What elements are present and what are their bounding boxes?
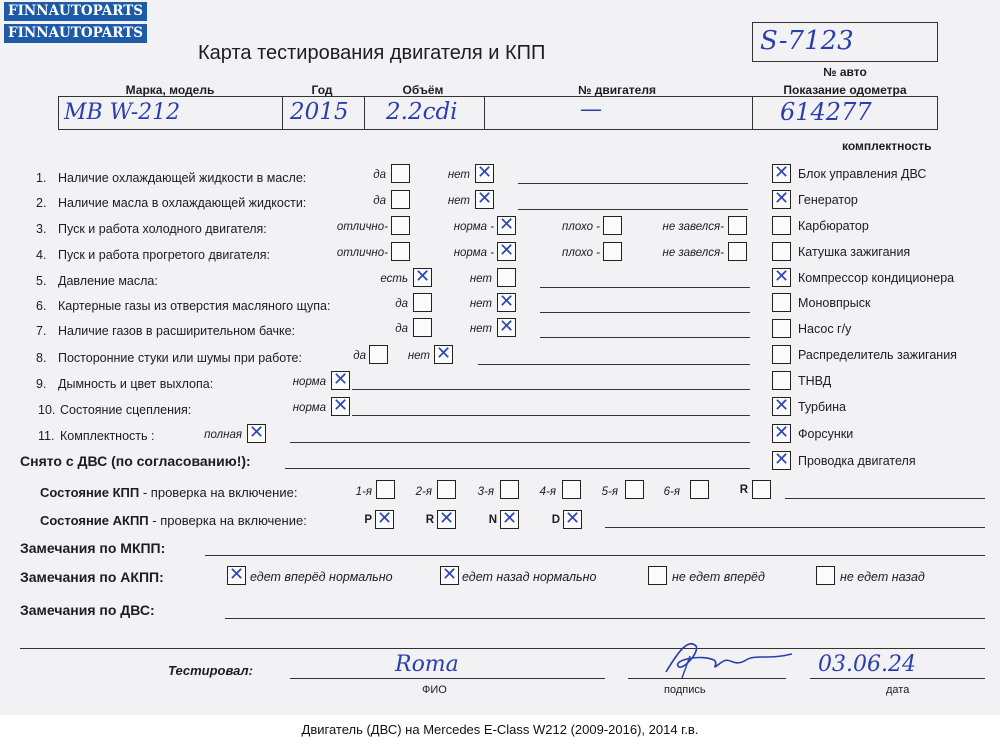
watermark-bottom: FINNAUTOPARTS (4, 24, 147, 43)
q2-text: Наличие масла в охлаждающей жидкости: (58, 196, 307, 210)
q6-text: Картерные газы из отверстия масляного щупа: (58, 299, 331, 313)
kpp-gear-4-checkbox[interactable] (562, 480, 581, 499)
akpp-no-reverse-label: не едет назад (840, 570, 925, 584)
kpp-gear-1-checkbox[interactable] (376, 480, 395, 499)
signature-label: подпись (664, 684, 706, 696)
q1-no-label: нет (447, 169, 470, 181)
akpp-p-label: P (364, 514, 372, 526)
set-checkbox-2[interactable] (772, 190, 791, 209)
akpp-n-label: N (488, 514, 497, 526)
set-checkbox-8[interactable] (772, 345, 791, 364)
q7-comment-line (540, 337, 750, 338)
q3-normal-label: норма - (453, 221, 494, 233)
set-checkbox-9[interactable] (772, 371, 791, 390)
q11-text: Комплектность : (60, 429, 155, 443)
q4-bad-checkbox[interactable] (603, 242, 622, 261)
q5-no-checkbox[interactable] (497, 268, 516, 287)
kpp-gear-3-checkbox[interactable] (500, 480, 519, 499)
set-checkbox-5[interactable] (772, 268, 791, 287)
q10-normal-label: норма (292, 402, 326, 414)
set-checkbox-10[interactable] (772, 397, 791, 416)
q2-number: 2. (36, 196, 47, 210)
q4-text: Пуск и работа прогретого двигателя: (58, 248, 270, 262)
auto-number-value: S-7123 (760, 26, 854, 56)
q9-number: 9. (36, 377, 47, 391)
q11-comment-line (290, 442, 750, 443)
q9-text: Дымность и цвет выхлопа: (58, 377, 214, 391)
form-title: Карта тестирования двигателя и КПП (198, 42, 546, 64)
q3-number: 3. (36, 222, 47, 236)
q4-number: 4. (36, 248, 47, 262)
col-volume: Объём (402, 83, 444, 97)
tester-name: Roma (395, 652, 459, 677)
q7-yes-label: да (395, 323, 408, 335)
q8-yes-label: да (353, 350, 366, 362)
q10-number: 10. (38, 403, 56, 417)
name-line (290, 678, 605, 679)
set-checkbox-1[interactable] (772, 164, 791, 183)
set-checkbox-7[interactable] (772, 319, 791, 338)
col-engine-no: № двигателя (578, 83, 656, 97)
kpp-label: Состояние КПП - проверка на включение: (40, 485, 298, 500)
set-label-3: Карбюратор (798, 219, 869, 233)
q2-no-checkbox[interactable] (475, 190, 494, 209)
set-label-6: Моновпрыск (798, 296, 871, 310)
watermark-top: FINNAUTOPARTS (4, 2, 147, 21)
akpp-d-checkbox[interactable] (563, 510, 582, 529)
q1-number: 1. (36, 171, 47, 185)
akpp-forward-ok-label: едет вперёд нормально (250, 570, 393, 584)
kpp-gear-6-label: 6-я (663, 486, 680, 498)
q8-comment-line (478, 364, 750, 365)
q10-text: Состояние сцепления: (60, 403, 192, 417)
set-label-9: ТНВД (798, 374, 832, 388)
set-label-11: Форсунки (798, 427, 854, 441)
q6-comment-line (540, 312, 750, 313)
q7-number: 7. (36, 324, 47, 338)
q1-no-checkbox[interactable] (475, 164, 494, 183)
akpp-comment-line (605, 527, 985, 528)
q7-no-label: нет (469, 323, 492, 335)
kpp-gear-4-label: 4-я (539, 486, 556, 498)
engine-no-value: — (580, 97, 602, 122)
q8-text: Посторонние стуки или шумы при работе: (58, 351, 302, 365)
set-checkbox-12[interactable] (772, 451, 791, 470)
set-label-1: Блок управления ДВС (798, 167, 927, 181)
kpp-comment-line (785, 498, 985, 499)
date-value: 03.06.24 (818, 652, 916, 677)
set-checkbox-4[interactable] (772, 242, 791, 261)
set-label-7: Насос г/у (798, 322, 852, 336)
kpp-gear-2-checkbox[interactable] (437, 480, 456, 499)
q5-comment-line (540, 287, 750, 288)
kpp-gear-r-checkbox[interactable] (752, 480, 771, 499)
kpp-gear-1-label: 1-я (355, 486, 372, 498)
q6-yes-label: да (395, 298, 408, 310)
q10-normal-checkbox[interactable] (331, 397, 350, 416)
set-checkbox-3[interactable] (772, 216, 791, 235)
q4-nostart-checkbox[interactable] (728, 242, 747, 261)
q3-nostart-checkbox[interactable] (728, 216, 747, 235)
akpp-no-reverse-checkbox[interactable] (816, 566, 835, 585)
set-title: комплектность (842, 139, 932, 153)
set-checkbox-6[interactable] (772, 293, 791, 312)
kpp-gear-5-checkbox[interactable] (625, 480, 644, 499)
akpp-r-label: R (425, 514, 434, 526)
kpp-gear-5-label: 5-я (601, 486, 618, 498)
q2-comment-line (518, 209, 748, 210)
q2-yes-checkbox[interactable] (391, 190, 410, 209)
fio-label: ФИО (422, 684, 447, 696)
q4-normal-checkbox[interactable] (497, 242, 516, 261)
q1-comment-line (518, 183, 748, 184)
q4-excellent-label: отлично- (336, 247, 388, 259)
q7-text: Наличие газов в расширительном бачке: (58, 324, 296, 338)
set-label-2: Генератор (798, 193, 858, 207)
odometer-value: 614277 (780, 98, 872, 126)
akpp-reverse-ok-label: едет назад нормально (462, 570, 597, 584)
q5-number: 5. (36, 274, 47, 288)
remarks-dvs-line (225, 618, 985, 619)
col-make: Марка, модель (125, 83, 215, 97)
q6-number: 6. (36, 299, 47, 313)
q5-yes-label: есть (380, 273, 408, 285)
q3-nostart-label: не завелся- (662, 221, 724, 233)
q4-bad-label: плохо - (562, 247, 600, 259)
set-label-10: Турбина (798, 400, 846, 414)
removed-label: Снято с ДВС (по согласованию!): (20, 453, 251, 469)
q6-no-label: нет (469, 298, 492, 310)
remarks-dvs-label: Замечания по ДВС: (20, 602, 155, 618)
q3-excellent-checkbox[interactable] (391, 216, 410, 235)
q11-full-label: полная (204, 429, 242, 441)
akpp-d-label: D (551, 514, 560, 526)
q4-normal-label: норма - (453, 247, 494, 259)
akpp-label: Состояние АКПП - проверка на включение: (40, 513, 307, 528)
q11-number: 11. (38, 429, 55, 443)
q3-normal-checkbox[interactable] (497, 216, 516, 235)
q9-normal-checkbox[interactable] (331, 371, 350, 390)
akpp-n-checkbox[interactable] (500, 510, 519, 529)
set-checkbox-11[interactable] (772, 424, 791, 443)
q6-no-checkbox[interactable] (497, 293, 516, 312)
date-label: дата (886, 684, 910, 696)
q1-text: Наличие охлаждающей жидкости в масле: (58, 171, 307, 185)
q10-comment-line (352, 415, 750, 416)
remarks-mkpp-line (205, 555, 985, 556)
set-label-4: Катушка зажигания (798, 245, 911, 259)
set-label-5: Компрессор кондиционера (798, 271, 955, 285)
q9-comment-line (352, 389, 750, 390)
q2-yes-label: да (373, 195, 386, 207)
removed-line (285, 468, 750, 469)
kpp-gear-6-checkbox[interactable] (690, 480, 709, 499)
col-year: Год (311, 83, 333, 97)
q2-no-label: нет (447, 195, 470, 207)
auto-number-label: № авто (823, 65, 867, 79)
signature-line (628, 678, 786, 679)
q9-normal-label: норма (292, 376, 326, 388)
set-label-8: Распределитель зажигания (798, 348, 957, 362)
q5-no-label: нет (469, 273, 492, 285)
q4-nostart-label: не завелся- (662, 247, 724, 259)
set-label-12: Проводка двигателя (798, 454, 916, 468)
q7-no-checkbox[interactable] (497, 318, 516, 337)
make-value: МВ W-212 (64, 100, 181, 125)
akpp-no-forward-label: не едет вперёд (672, 570, 765, 584)
akpp-p-checkbox[interactable] (375, 510, 394, 529)
q11-full-checkbox[interactable] (247, 424, 266, 443)
kpp-gear-3-label: 3-я (477, 486, 494, 498)
remarks-mkpp-label: Замечания по МКПП: (20, 540, 166, 556)
image-caption: Двигатель (ДВС) на Mercedes E-Class W212 (2009-2016), 2014 г.в. (301, 722, 699, 737)
tested-label: Тестировал: (168, 663, 253, 678)
year-value: 2015 (290, 99, 349, 125)
q3-text: Пуск и работа холодного двигателя: (58, 222, 267, 236)
kpp-gear-r-label: R (739, 484, 748, 496)
akpp-no-forward-checkbox[interactable] (648, 566, 667, 585)
kpp-gear-2-label: 2-я (415, 486, 432, 498)
volume-value: 2.2cdi (386, 99, 458, 125)
q5-text: Давление масла: (58, 274, 158, 288)
q8-no-label: нет (407, 350, 430, 362)
q4-excellent-checkbox[interactable] (391, 242, 410, 261)
remarks-extra-line (20, 648, 985, 649)
q3-excellent-label: отлично- (336, 221, 388, 233)
q8-number: 8. (36, 351, 47, 365)
signature-image (660, 632, 800, 680)
q8-no-checkbox[interactable] (434, 345, 453, 364)
col-odometer: Показание одометра (783, 83, 907, 97)
q3-bad-label: плохо - (562, 221, 600, 233)
akpp-reverse-ok-checkbox[interactable] (440, 566, 459, 585)
q3-bad-checkbox[interactable] (603, 216, 622, 235)
q1-yes-checkbox[interactable] (391, 164, 410, 183)
date-line (810, 678, 985, 679)
akpp-r-checkbox[interactable] (437, 510, 456, 529)
remarks-akpp-label: Замечания по АКПП: (20, 569, 164, 585)
akpp-forward-ok-checkbox[interactable] (227, 566, 246, 585)
q1-yes-label: да (373, 169, 386, 181)
